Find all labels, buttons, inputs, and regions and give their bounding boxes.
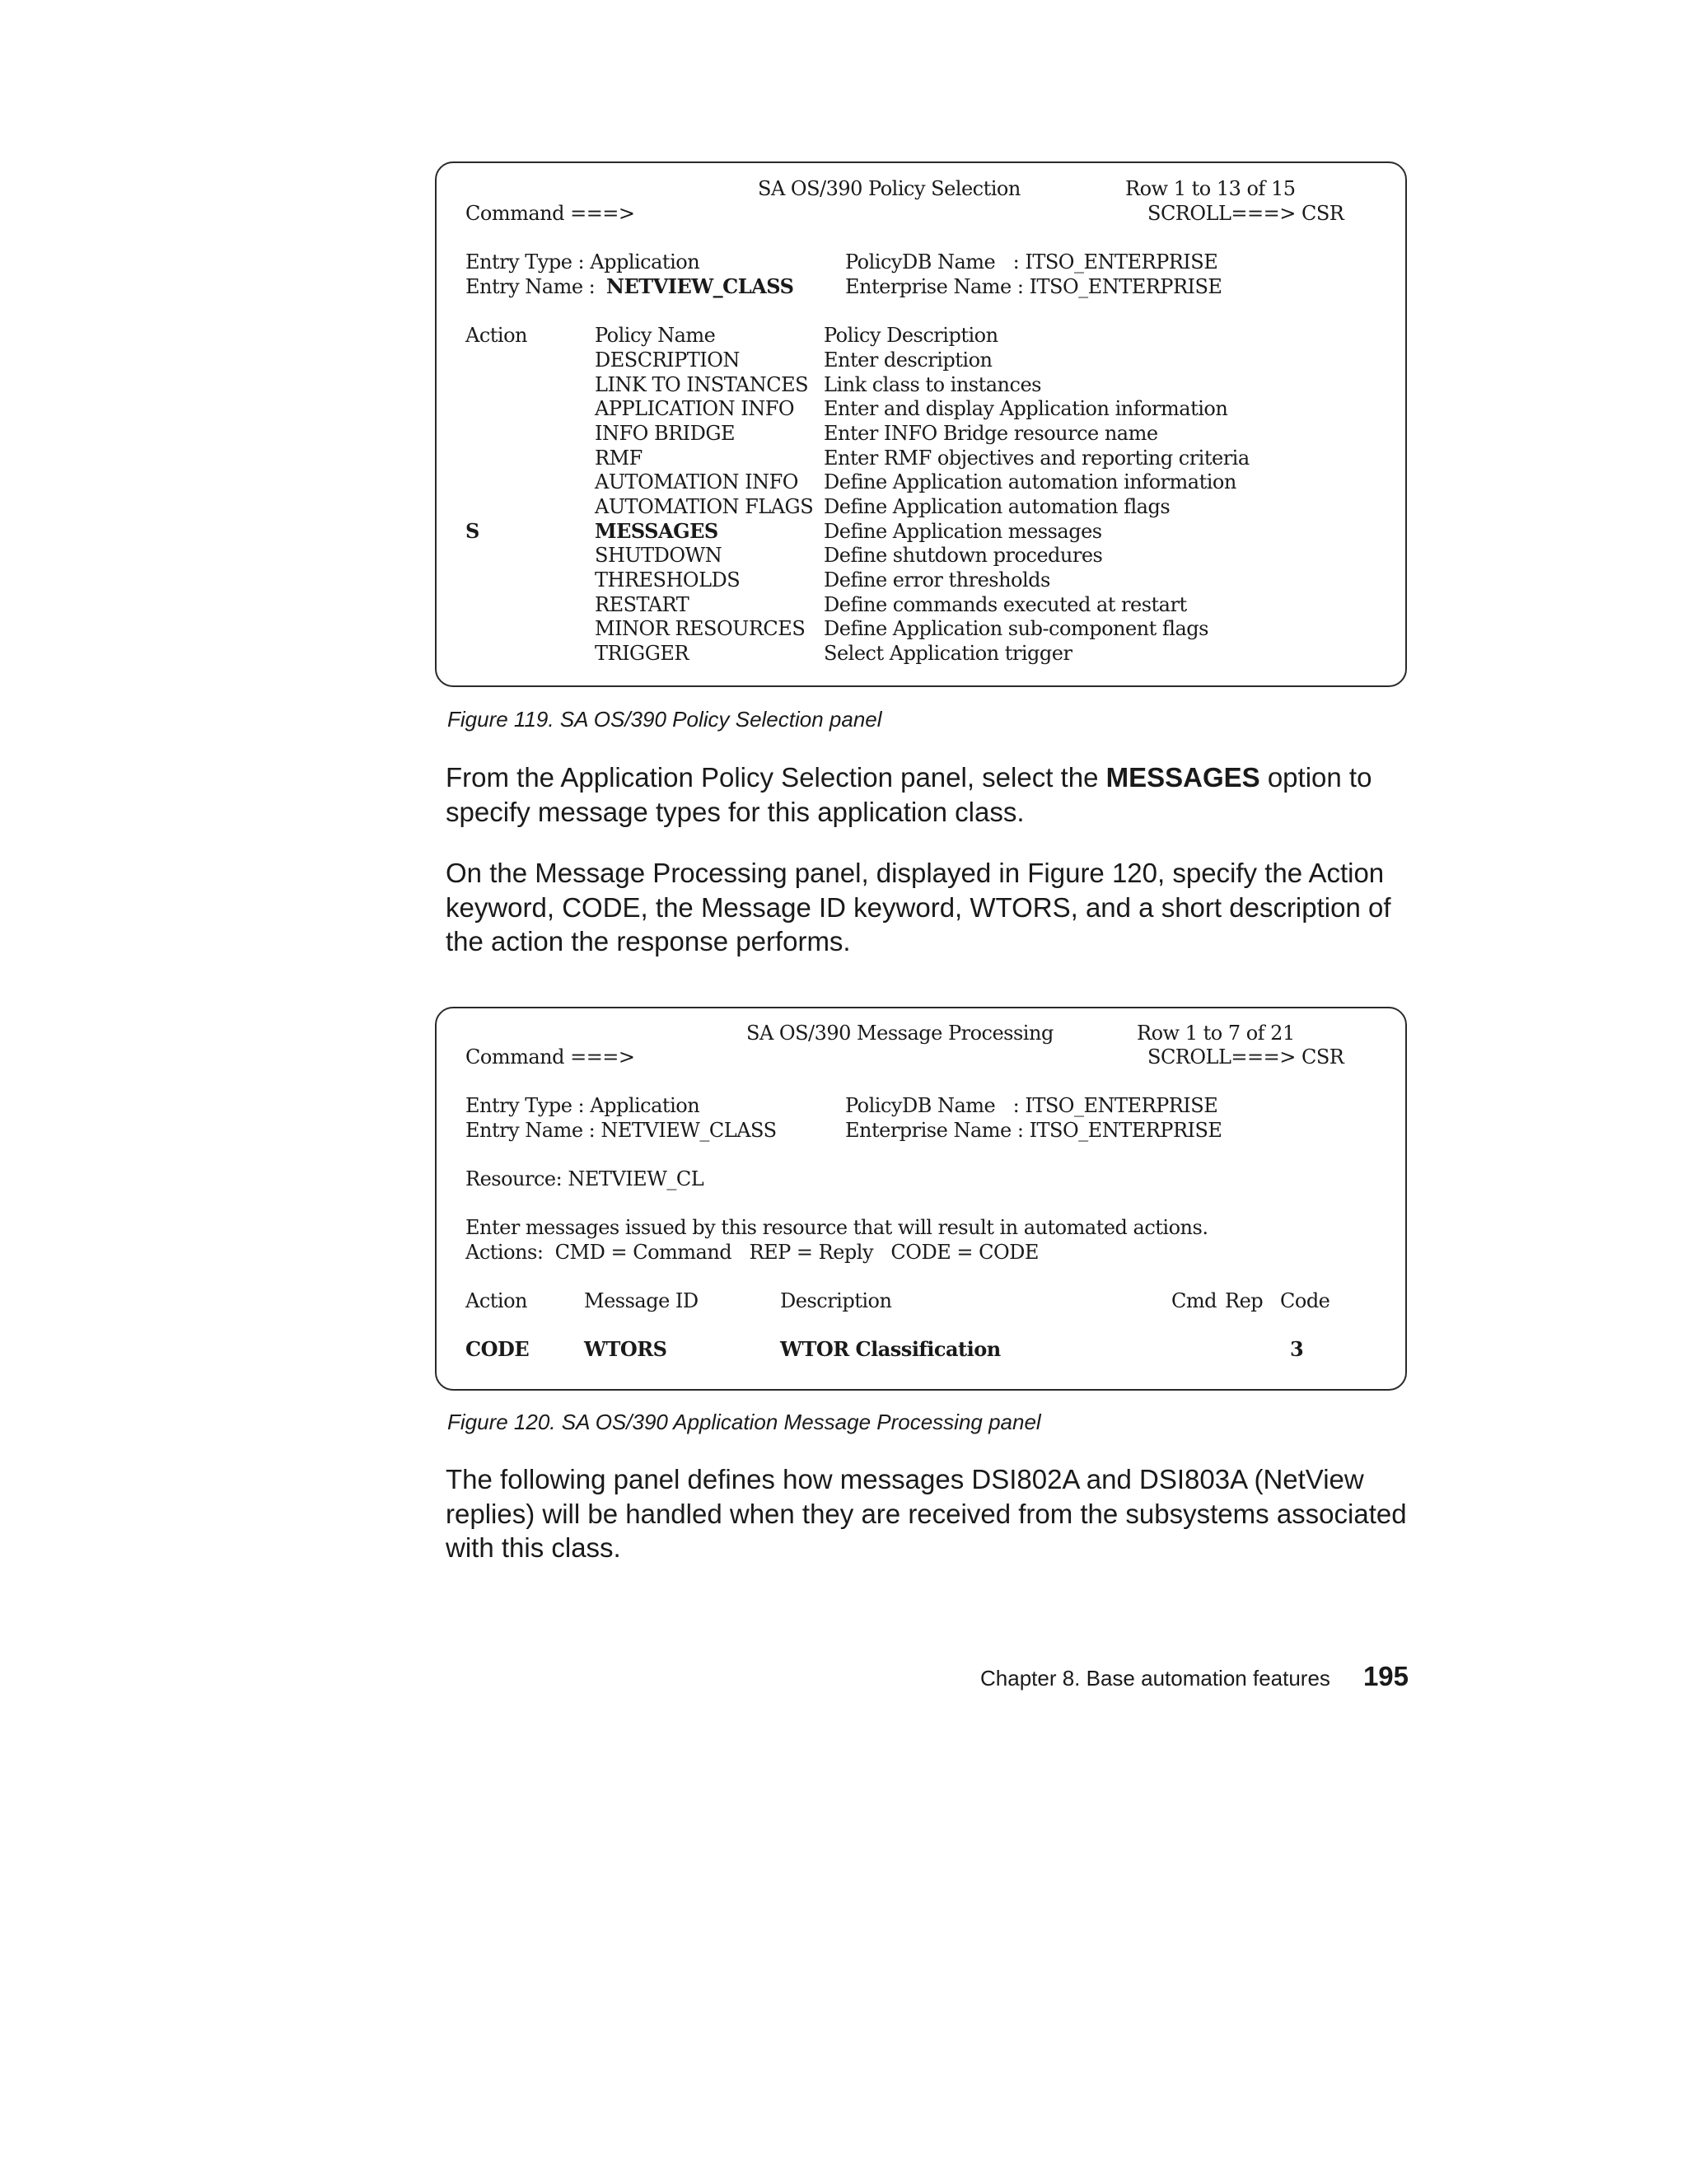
policy-row-desc: Define error thresholds bbox=[824, 568, 1050, 592]
panel2-entry-name: Entry Name : NETVIEW_CLASS bbox=[465, 1119, 777, 1142]
panel1-enterprise: Enterprise Name : ITSO_ENTERPRISE bbox=[845, 275, 1222, 298]
panel2-policydb: PolicyDB Name : ITSO_ENTERPRISE bbox=[845, 1094, 1218, 1117]
policy-row-name: MESSAGES bbox=[595, 519, 718, 543]
message-row-id[interactable]: WTORS bbox=[584, 1337, 667, 1361]
policy-row-desc: Define Application sub-component flags bbox=[824, 617, 1208, 640]
panel2-header-action: Action bbox=[465, 1289, 527, 1312]
policy-row-desc: Enter and display Application information bbox=[824, 397, 1228, 420]
policy-row-desc: Define shutdown procedures bbox=[824, 544, 1103, 567]
paragraph-netview-replies: The following panel defines how messages DSI802A and DSI803A (NetView replies) will be handled when they are received from the subsystems associated with this class. bbox=[446, 1464, 1407, 1563]
panel1-title: SA OS/390 Policy Selection bbox=[758, 177, 1021, 200]
panel2-header-message-id: Message ID bbox=[584, 1289, 699, 1312]
policy-row-desc: Enter INFO Bridge resource name bbox=[824, 422, 1158, 445]
policy-row-name: TRIGGER bbox=[595, 642, 689, 665]
panel1-command-label[interactable]: Command ===> bbox=[465, 202, 635, 225]
panel2-scroll[interactable]: SCROLL===> CSR bbox=[1147, 1045, 1344, 1069]
policy-row-name: AUTOMATION INFO bbox=[595, 470, 798, 493]
panel1-header-policy-name: Policy Name bbox=[595, 324, 716, 347]
panel2-resource: Resource: NETVIEW_CL bbox=[465, 1167, 704, 1190]
page-number: 195 bbox=[1362, 1661, 1409, 1691]
page-footer bbox=[980, 1661, 1409, 1692]
figure-120-caption: Figure 120. SA OS/390 Application Message Processing panel bbox=[447, 1410, 1041, 1434]
panel1-header-policy-description: Policy Description bbox=[824, 324, 998, 347]
panel2-title: SA OS/390 Message Processing bbox=[746, 1022, 1054, 1045]
policy-row-desc: Select Application trigger bbox=[824, 642, 1072, 665]
panel2-header-code: Code bbox=[1280, 1289, 1330, 1312]
policy-row-name: INFO BRIDGE bbox=[595, 422, 736, 445]
paragraph-messages-option bbox=[446, 760, 1409, 829]
panel1-policydb: PolicyDB Name : ITSO_ENTERPRISE bbox=[845, 250, 1218, 274]
policy-row-name: SHUTDOWN bbox=[595, 544, 722, 567]
message-row-action[interactable]: CODE bbox=[465, 1337, 530, 1361]
panel2-actions-legend: Actions: CMD = Command REP = Reply CODE = CODE bbox=[465, 1241, 1039, 1264]
panel1-scroll[interactable]: SCROLL===> CSR bbox=[1147, 202, 1344, 225]
panel2-header-rep: Rep bbox=[1225, 1289, 1264, 1312]
policy-row-name: MINOR RESOURCES bbox=[595, 617, 806, 640]
panel2-row-info: Row 1 to 7 of 21 bbox=[1137, 1022, 1295, 1045]
policy-row-name: APPLICATION INFO bbox=[595, 397, 795, 420]
policy-row-name: DESCRIPTION bbox=[595, 348, 740, 372]
para1-text-after: option to specify message types for this application class. bbox=[446, 762, 1372, 827]
panel1-entry-name-value: NETVIEW_CLASS bbox=[606, 274, 794, 298]
panel2-entry-type: Entry Type : Application bbox=[465, 1094, 700, 1117]
policy-row-action[interactable]: S bbox=[465, 519, 479, 543]
message-row-description[interactable]: WTOR Classification bbox=[780, 1337, 1001, 1361]
panel2-instructions: Enter messages issued by this resource that will result in automated actions. bbox=[465, 1216, 1208, 1239]
policy-row-desc: Define Application messages bbox=[824, 520, 1102, 543]
policy-row-desc: Define Application automation flags bbox=[824, 495, 1171, 518]
figure-119-caption: Figure 119. SA OS/390 Policy Selection panel bbox=[447, 707, 882, 732]
panel2-command-label[interactable]: Command ===> bbox=[465, 1045, 635, 1069]
policy-row-name: RESTART bbox=[595, 593, 689, 616]
panel1-entry-name-label: Entry Name : bbox=[465, 275, 596, 298]
panel2-enterprise: Enterprise Name : ITSO_ENTERPRISE bbox=[845, 1119, 1222, 1142]
policy-row-desc: Define Application automation information bbox=[824, 470, 1236, 493]
policy-row-name: THRESHOLDS bbox=[595, 568, 741, 592]
panel2-header-cmd: Cmd bbox=[1171, 1289, 1217, 1312]
paragraph-message-processing: On the Message Processing panel, displayed in Figure 120, specify the Action keyword, CODE, the Message ID keyword, WTORS, and a short description of the action the response performs. bbox=[446, 858, 1391, 956]
policy-row-name: LINK TO INSTANCES bbox=[595, 373, 809, 396]
policy-row-desc: Enter RMF objectives and reporting criteria bbox=[824, 447, 1250, 470]
policy-row-name: AUTOMATION FLAGS bbox=[595, 495, 814, 518]
panel1-row-info: Row 1 to 13 of 15 bbox=[1125, 177, 1296, 200]
panel1-entry-type: Entry Type : Application bbox=[465, 250, 700, 274]
policy-row-name: RMF bbox=[595, 447, 643, 470]
footer-chapter: Chapter 8. Base automation features bbox=[980, 1666, 1330, 1691]
policy-row-desc: Enter description bbox=[824, 348, 993, 372]
message-row-code[interactable]: 3 bbox=[1290, 1337, 1304, 1361]
policy-row-desc: Define commands executed at restart bbox=[824, 593, 1187, 616]
panel2-header-description: Description bbox=[780, 1289, 892, 1312]
para1-bold-messages: MESSAGES bbox=[1105, 762, 1260, 793]
para1-text-before: From the Application Policy Selection panel, select the bbox=[446, 762, 1106, 793]
panel1-header-action: Action bbox=[465, 324, 527, 347]
policy-row-desc: Link class to instances bbox=[824, 373, 1041, 396]
